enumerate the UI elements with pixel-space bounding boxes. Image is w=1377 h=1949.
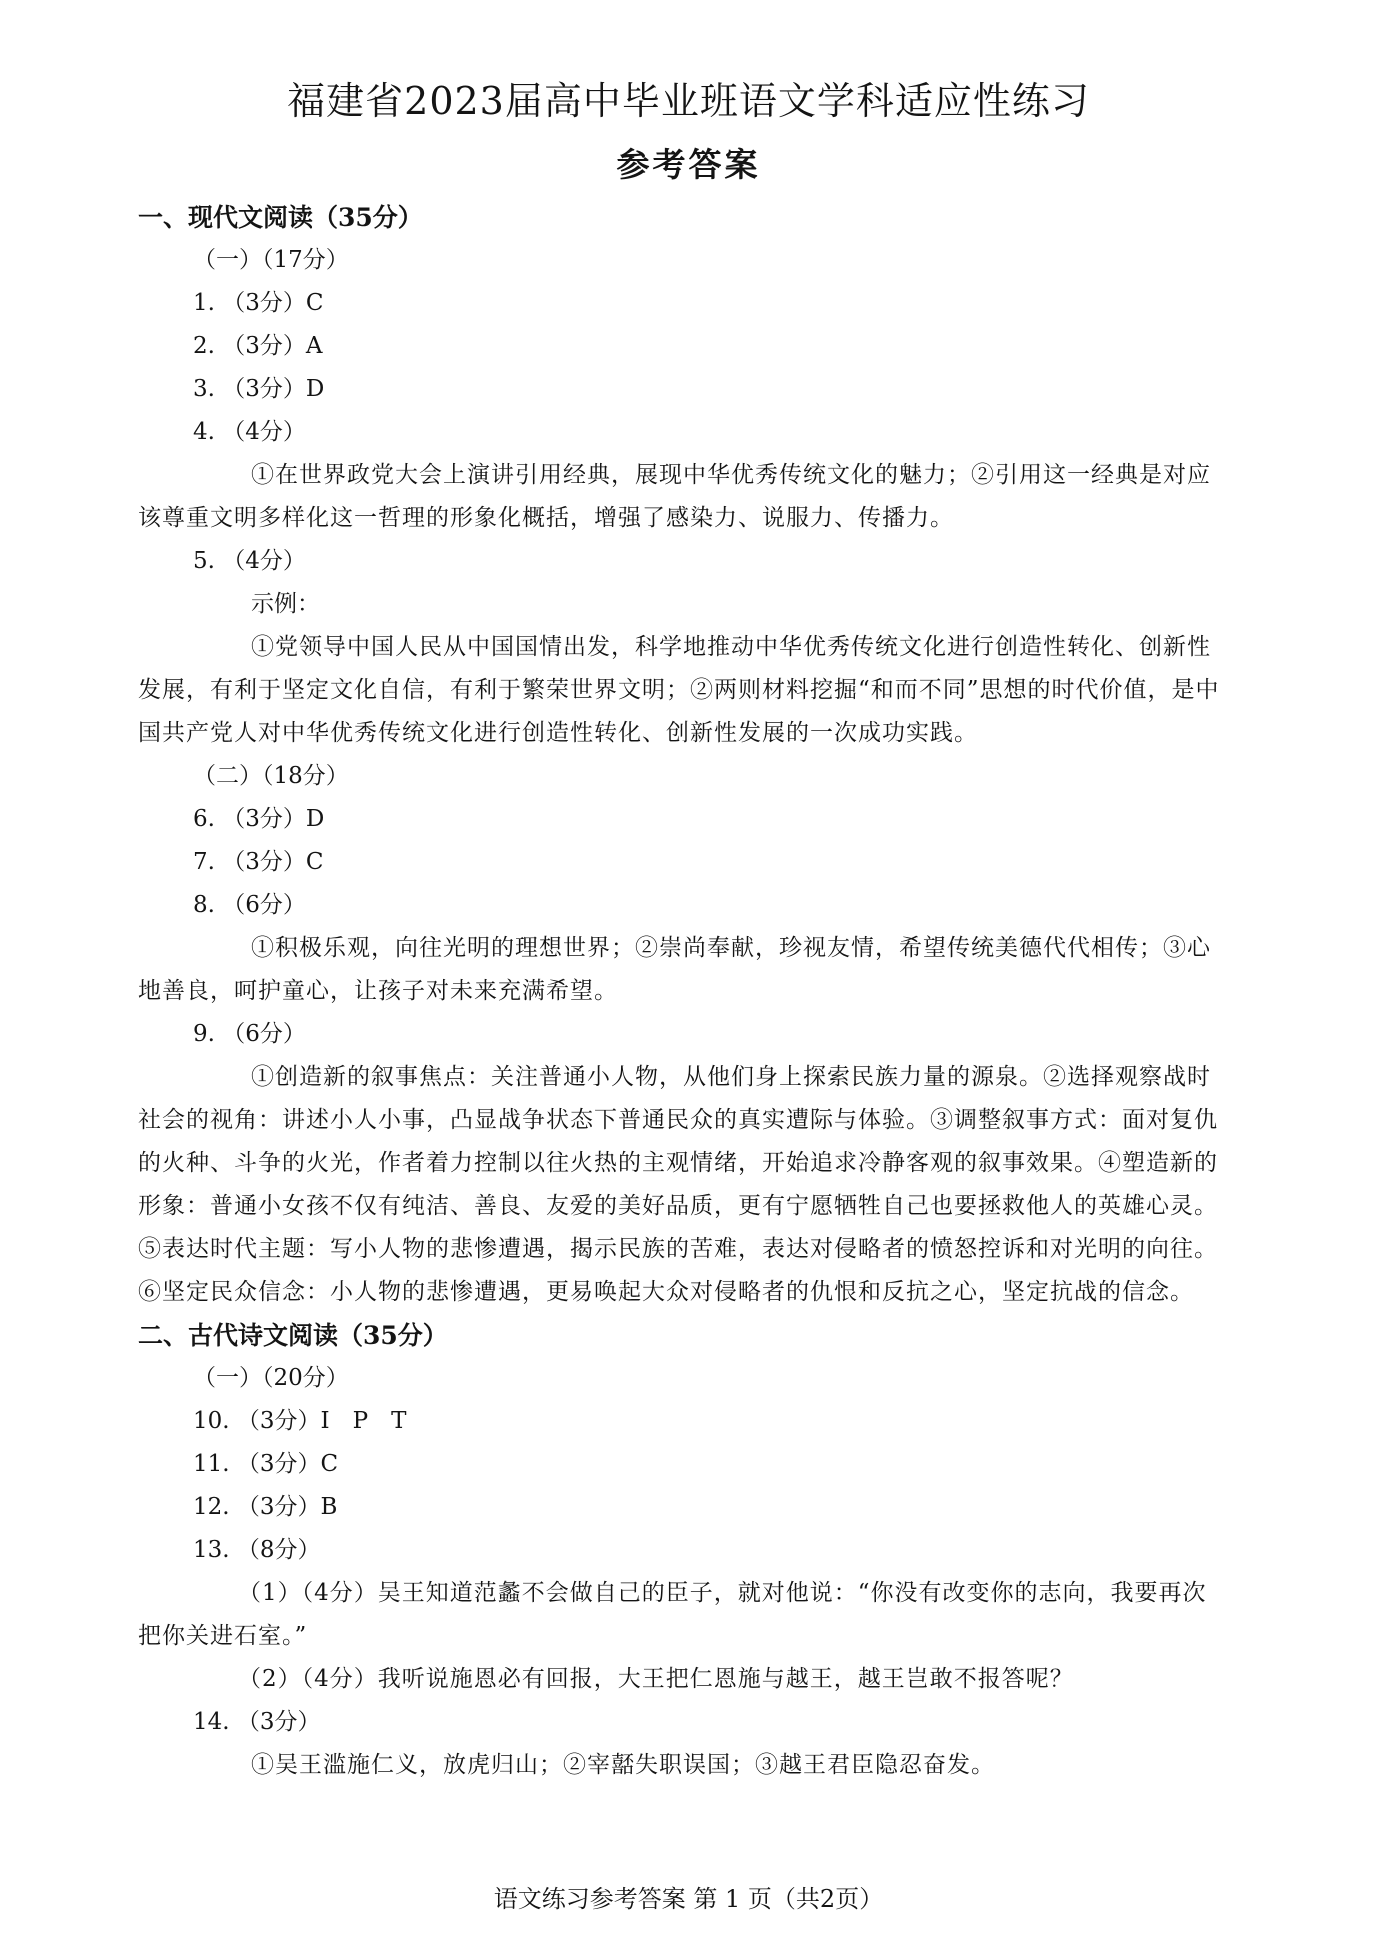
answer-item: 2. （3分）A: [193, 333, 323, 359]
document-title: 福建省2023届高中毕业班语文学科适应性练习: [287, 79, 1090, 123]
answer-text: （2）（4分）我听说施恩必有回报，大王把仁恩施与越王，越王岂敢不报答呢？: [238, 1666, 1074, 1692]
answer-text: ①积极乐观，向往光明的理想世界；②崇尚奉献，珍视友情，希望传统美德代代相传；③心地善良，呵护童心，让孩子对未来充满希望。: [138, 935, 1211, 1004]
answer-text: （1）（4分）吴王知道范蠡不会做自己的臣子，就对他说：“你没有改变你的志向，我要再次把你关进石室。”: [138, 1580, 1207, 1649]
answer-item: 13. （8分）: [193, 1537, 321, 1563]
part-label: （一）（20分）: [193, 1365, 349, 1391]
page-footer: 语文练习参考答案 第 1 页（共2页）: [493, 1885, 884, 1913]
part-label: （二）（18分）: [193, 763, 349, 789]
answer-item: 7. （3分）C: [193, 849, 324, 875]
document-subtitle: 参考答案: [616, 145, 761, 184]
answer-item: 6. （3分）D: [193, 806, 325, 832]
answer-text: ①在世界政党大会上演讲引用经典，展现中华优秀传统文化的魅力；②引用这一经典是对应该尊重文明多样化这一哲理的形象化概括，增强了感染力、说服力、传播力。: [138, 462, 1211, 531]
answer-item: 5. （4分）: [193, 548, 306, 574]
example-label: 示例：: [251, 591, 320, 617]
answer-item: 9. （6分）: [193, 1021, 306, 1047]
answer-item: 11. （3分）C: [193, 1451, 339, 1477]
answer-item: 8. （6分）: [193, 892, 306, 918]
answer-item: 14. （3分）: [193, 1709, 321, 1735]
answer-item: 3. （3分）D: [193, 376, 325, 402]
answer-text: ①吴王滥施仁义，放虎归山；②宰嚭失职误国；③越王君臣隐忍奋发。: [251, 1752, 995, 1778]
answer-content: [138, 196, 1228, 1787]
section-heading-classical-reading: 二、古代诗文阅读（35分）: [138, 1321, 448, 1350]
answer-item: 4. （4分）: [193, 419, 306, 445]
answer-text: ①党领导中国人民从中国国情出发，科学地推动中华优秀传统文化进行创造性转化、创新性发展，有利于坚定文化自信，有利于繁荣世界文明；②两则材料挖掘“和而不同”思想的时代价值，是中国共产党人对中华优秀传统文化进行创造性转化、创新性发展的一次成功实践。: [138, 634, 1220, 746]
answer-item: 1. （3分）C: [193, 290, 324, 316]
answer-item: 12. （3分）B: [193, 1494, 338, 1520]
answer-text: ①创造新的叙事焦点：关注普通小人物，从他们身上探索民族力量的源泉。②选择观察战时社会的视角：讲述小人小事，凸显战争状态下普通民众的真实遭际与体验。③调整叙事方式：面对复仇的火种、斗争的火光，作者着力控制以往火热的主观情绪，开始追求冷静客观的叙事效果。④塑造新的形象：普通小女孩不仅有纯洁、善良、友爱的美好品质，更有宁愿牺牲自己也要拯救他人的英雄心灵。⑤表达时代主题：写小人物的悲惨遭遇，揭示民族的苦难，表达对侵略者的愤怒控诉和对光明的向往。⑥坚定民众信念：小人物的悲惨遭遇，更易唤起大众对侵略者的仇恨和反抗之心，坚定抗战的信念。: [138, 1064, 1218, 1305]
part-label: （一）（17分）: [193, 247, 349, 273]
section-heading-modern-reading: 一、现代文阅读（35分）: [138, 203, 423, 232]
answer-item: 10. （3分）I P T: [193, 1408, 407, 1434]
